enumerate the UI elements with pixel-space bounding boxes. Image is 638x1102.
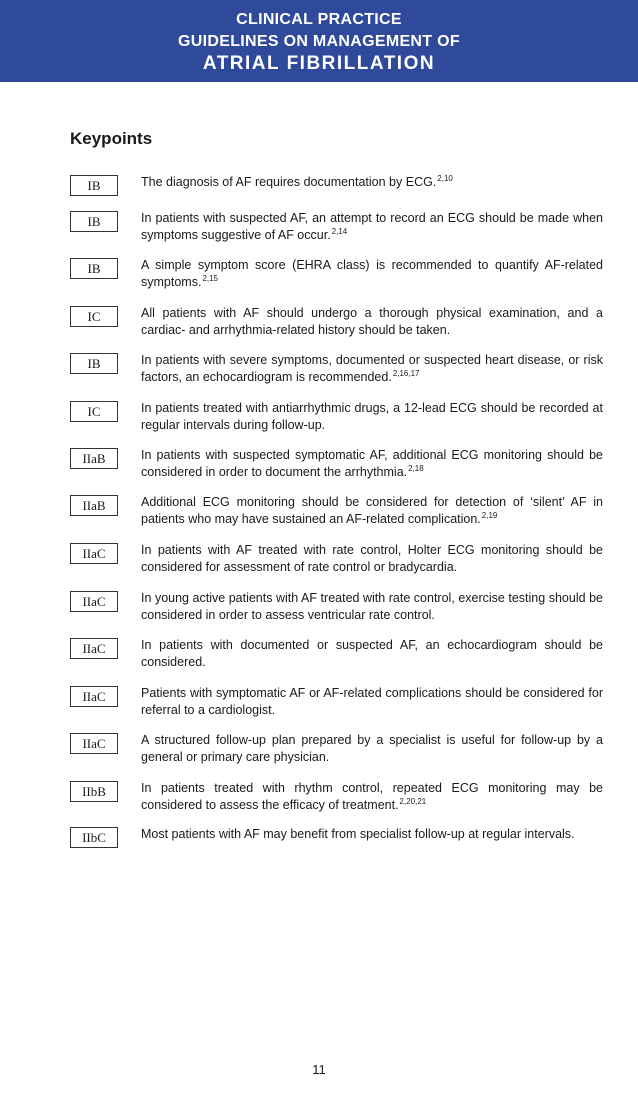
keypoint-body: In young active patients with AF treated with rate control, exercise testing should be considered in order to assess ventricular rate control.: [141, 591, 603, 622]
header-line-1: CLINICAL PRACTICE: [236, 11, 402, 28]
keypoint-body: In patients treated with rhythm control, repeated ECG monitoring may be considered to assess the efficacy of treatment.: [141, 781, 603, 812]
keypoint-body: In patients with suspected symptomatic AF, additional ECG monitoring should be considered in order to document the arrhythmia.: [141, 448, 603, 479]
reference-superscript: 2,14: [331, 227, 348, 236]
grade-badge: IIaC: [70, 591, 118, 612]
keypoint-body: All patients with AF should undergo a thorough physical examination, and a cardiac- and arrhythmia-related history should be taken.: [141, 306, 603, 337]
keypoint-body: Patients with symptomatic AF or AF-related complications should be considered for referral to a cardiologist.: [141, 686, 603, 717]
grade-badge: IC: [70, 306, 118, 327]
section-heading: Keypoints: [70, 129, 153, 148]
keypoint-text: [141, 637, 603, 671]
grade-badge: IB: [70, 353, 118, 374]
keypoint-body: In patients treated with antiarrhythmic drugs, a 12-lead ECG should be recorded at regular intervals during follow-up.: [141, 401, 603, 432]
keypoint-text: [141, 780, 603, 814]
keypoint-text: [141, 174, 603, 191]
grade-badge: IIaC: [70, 733, 118, 754]
reference-superscript: 2,20,21: [399, 797, 427, 806]
keypoint-text: [141, 826, 603, 843]
header-line-2: GUIDELINES ON MANAGEMENT OF: [178, 33, 460, 50]
grade-badge: IB: [70, 211, 118, 232]
page-number: 11: [312, 1062, 326, 1077]
keypoint-text: [141, 685, 603, 719]
grade-badge: IB: [70, 258, 118, 279]
keypoint-body: The diagnosis of AF requires documentation by ECG.: [141, 175, 437, 189]
grade-badge: IC: [70, 401, 118, 422]
reference-superscript: 2,15: [202, 274, 219, 283]
keypoint-text: [141, 352, 603, 386]
keypoint-text: [141, 257, 603, 291]
keypoint-text: [141, 494, 603, 528]
keypoint-text: [141, 590, 603, 624]
keypoint-text: [141, 210, 603, 244]
keypoint-text: [141, 305, 603, 339]
keypoint-text: [141, 542, 603, 576]
keypoint-text: [141, 732, 603, 766]
keypoint-body: Most patients with AF may benefit from specialist follow-up at regular intervals.: [141, 827, 575, 841]
header-banner: [0, 0, 638, 82]
reference-superscript: 2,16,17: [392, 369, 420, 378]
header-title: ATRIAL FIBRILLATION: [202, 53, 436, 74]
keypoint-body: In patients with suspected AF, an attempt to record an ECG should be made when symptoms suggestive of AF occur.: [141, 211, 603, 242]
reference-superscript: 2,10: [437, 174, 453, 183]
grade-badge: IB: [70, 175, 118, 196]
keypoint-text: [141, 447, 603, 481]
keypoint-body: A structured follow-up plan prepared by a specialist is useful for follow-up by a general or primary care physician.: [141, 733, 603, 764]
reference-superscript: 2,19: [481, 511, 498, 520]
keypoint-body: A simple symptom score (EHRA class) is recommended to quantify AF-related symptoms.: [141, 258, 603, 289]
grade-badge: IIaB: [70, 495, 118, 516]
grade-badge: IIaC: [70, 686, 118, 707]
keypoint-body: Additional ECG monitoring should be considered for detection of ‘silent’ AF in patients who may have sustained an AF-related complication.: [141, 495, 603, 526]
keypoint-text: [141, 400, 603, 434]
grade-badge: IIbB: [70, 781, 118, 802]
keypoint-body: In patients with documented or suspected AF, an echocardiogram should be considered.: [141, 638, 603, 669]
grade-badge: IIaC: [70, 543, 118, 564]
grade-badge: IIaB: [70, 448, 118, 469]
grade-badge: IIaC: [70, 638, 118, 659]
grade-badge: IIbC: [70, 827, 118, 848]
reference-superscript: 2,18: [408, 464, 424, 473]
keypoint-body: In patients with severe symptoms, documented or suspected heart disease, or risk factors, an echocardiogram is recommended.: [141, 353, 603, 384]
keypoint-body: In patients with AF treated with rate control, Holter ECG monitoring should be considered for assessment of rate control or bradycardia.: [141, 543, 603, 574]
